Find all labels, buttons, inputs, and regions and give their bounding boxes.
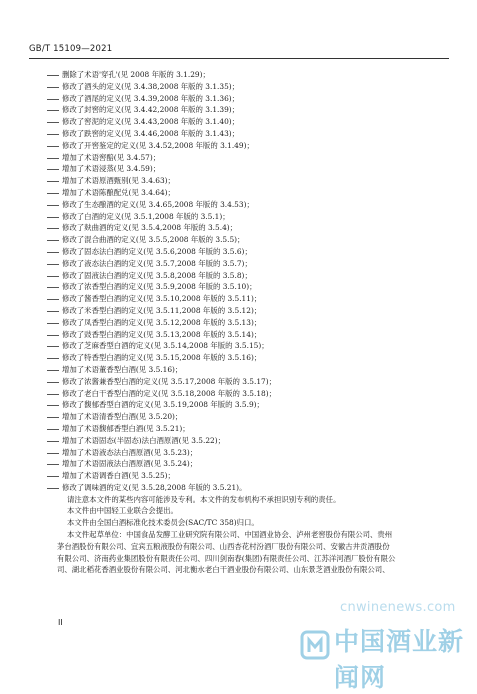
list-item: 增加了术语窖醅(见 3.4.57)；	[0, 152, 477, 164]
list-item: 增加了术语浸蒸(见 3.4.59)；	[0, 163, 477, 175]
header-rule	[29, 58, 449, 59]
list-item: 修改了封窖的定义(见 3.4.42,2008 年版的 3.1.39)；	[0, 104, 477, 116]
drafters-line: 有限公司、济南药业集团股份有限责任公司、四川剑南春(集团)有限责任公司、江苏洋河酒厂股份有限公	[57, 553, 396, 563]
proposer-statement: 本文件由中国轻工业联合会提出。	[67, 506, 178, 516]
watermark	[300, 600, 470, 692]
list-item: 增加了术语原酒甄别(见 3.4.63)；	[0, 175, 477, 187]
list-item: 修改了混合曲酒的定义(见 3.5.5,2008 年版的 3.5.5)；	[0, 234, 477, 246]
page-number: II	[58, 618, 63, 627]
list-item: 修改了白酒的定义(见 3.5.1,2008 年版的 3.5.1)；	[0, 211, 477, 223]
list-item: 修改了特香型白酒的定义(见 3.5.15,2008 年版的 3.5.16)；	[0, 352, 477, 364]
list-item: 增加了术语清香型白酒(见 3.5.20)；	[0, 411, 477, 423]
committee-statement: 本文件由全国白酒标准化技术委员会(SAC/TC 358)归口。	[67, 518, 259, 528]
list-item: 修改了麸曲酒的定义(见 3.5.4,2008 年版的 3.5.4)；	[0, 222, 477, 234]
list-item: 增加了术语调香白酒(见 3.5.25)；	[0, 470, 477, 482]
list-item: 修改了凤香型白酒的定义(见 3.5.12,2008 年版的 3.5.13)；	[0, 317, 477, 329]
patent-notice: 请注意本文件的某些内容可能涉及专利。本文件的发布机构不承担识别专利的责任。	[67, 494, 341, 504]
watermark-url: cnwinenews.com	[340, 600, 456, 615]
list-item: 修改了跌窖的定义(见 3.4.46,2008 年版的 3.1.43)；	[0, 128, 477, 140]
list-item: 修改了生态酿酒的定义(见 3.4.65,2008 年版的 3.4.53)；	[0, 199, 477, 211]
list-item: 修改了液态法白酒的定义(见 3.5.7,2008 年版的 3.5.7)；	[0, 258, 477, 270]
watermark-logo-icon	[300, 630, 330, 660]
document-body	[0, 69, 477, 576]
drafters-line: 本文件起草单位：中国食品发酵工业研究院有限公司、中国酒业协会、泸州老窖股份有限公司、贵州	[67, 530, 393, 540]
list-item: 修改了调味酒的定义(见 3.5.28,2008 年版的 3.5.21)。	[0, 482, 477, 494]
list-item: 增加了术语固态(半固态)法白酒原酒(见 3.5.22)；	[0, 435, 477, 447]
list-item: 增加了术语陈酿配兑(见 3.4.64)；	[0, 187, 477, 199]
list-item: 删除了术语'穿孔'(见 2008 年版的 3.1.29)；	[0, 69, 477, 81]
list-item: 增加了术语馥郁香型白酒(见 3.5.21)；	[0, 423, 477, 435]
list-item: 修改了窖泥的定义(见 3.4.43,2008 年版的 3.1.40)；	[0, 116, 477, 128]
drafters-line: 茅台酒股份有限公司、宜宾五粮液股份有限公司、山西杏花村汾酒厂股份有限公司、安徽古井贡酒股份	[57, 541, 390, 551]
standard-code: GB/T 15109—2021	[29, 44, 113, 54]
list-item: 修改了米香型白酒的定义(见 3.5.11,2008 年版的 3.5.12)；	[0, 305, 477, 317]
list-item: 增加了术语董香型白酒(见 3.5.16)；	[0, 364, 477, 376]
list-item: 修改了芝麻香型白酒的定义(见 3.5.14,2008 年版的 3.5.15)；	[0, 340, 477, 352]
list-item: 修改了酱香型白酒的定义(见 3.5.10,2008 年版的 3.5.11)；	[0, 293, 477, 305]
list-item: 修改了固态法白酒的定义(见 3.5.6,2008 年版的 3.5.6)；	[0, 246, 477, 258]
drafters-line: 司、湖北稻花香酒业股份有限公司、河北衡水老白干酒业股份有限公司、山东景芝酒业股份有限公司、	[57, 565, 390, 575]
list-item: 修改了固液法白酒的定义(见 3.5.8,2008 年版的 3.5.8)；	[0, 270, 477, 282]
list-item: 修改了开窖鉴定的定义(见 3.4.52,2008 年版的 3.1.49)；	[0, 140, 477, 152]
list-item: 修改了酒尾的定义(见 3.4.39,2008 年版的 3.1.36)；	[0, 93, 477, 105]
list-item: 修改了馥郁香型白酒的定义(见 3.5.19,2008 年版的 3.5.9)；	[0, 399, 477, 411]
watermark-name: 中国酒业新闻网	[334, 627, 465, 692]
list-item: 修改了老白干香型白酒的定义(见 3.5.18,2008 年版的 3.5.18)；	[0, 388, 477, 400]
list-item: 增加了术语液态法白酒原酒(见 3.5.23)；	[0, 447, 477, 459]
list-item: 修改了浓酱兼香型白酒的定义(见 3.5.17,2008 年版的 3.5.17)；	[0, 376, 477, 388]
list-item: 增加了术语固液法白酒原酒(见 3.5.24)；	[0, 458, 477, 470]
list-item: 修改了豉香型白酒的定义(见 3.5.13,2008 年版的 3.5.14)；	[0, 329, 477, 341]
list-item: 修改了浓香型白酒的定义(见 3.5.9,2008 年版的 3.5.10)；	[0, 281, 477, 293]
list-item: 修改了酒头的定义(见 3.4.38,2008 年版的 3.1.35)；	[0, 81, 477, 93]
